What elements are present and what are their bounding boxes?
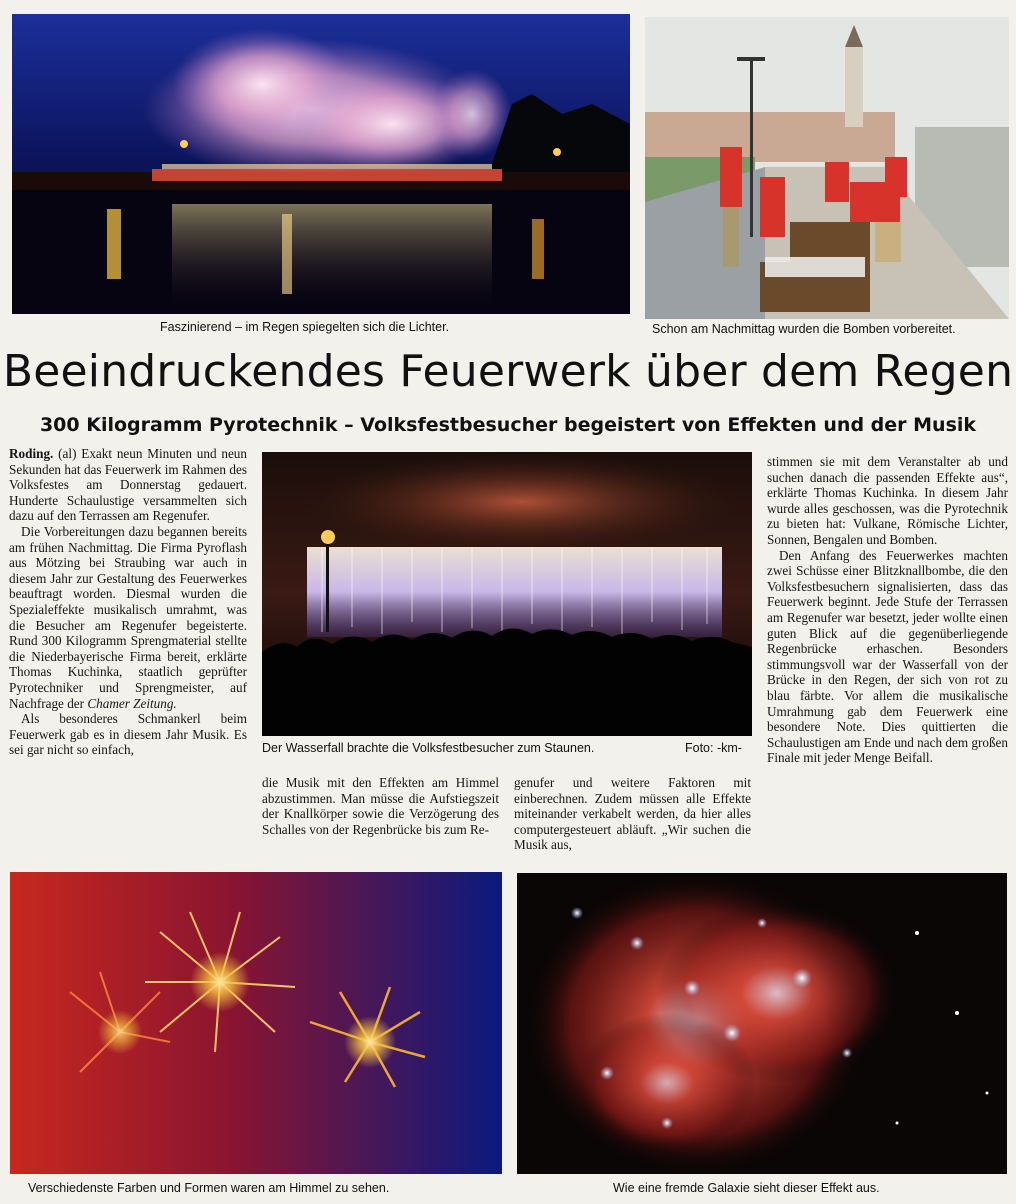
article-source-name: Chamer Zeitung. bbox=[87, 695, 177, 711]
article-paragraph-4: die Musik mit den Effekten am Himmel abzustimmen. Man müsse die Aufstiegszeit der Knallkörper sowie die Verzögerung des Schalles von der Regenbrücke bis zum Re- bbox=[262, 775, 499, 837]
caption-middle: Der Wasserfall brachte die Volksfestbesucher zum Staunen. bbox=[262, 741, 595, 755]
article-subheadline: 300 Kilogramm Pyrotechnik – Volksfestbesucher begeistert von Effekten und der Musik bbox=[39, 414, 977, 436]
article-paragraph-5: genufer und weitere Faktoren mit einberechnen. Zudem müssen alle Effekte miteinander verkabelt werden, da hier alles computergesteuert abläuft. „Wir suchen die Musik aus, bbox=[514, 775, 751, 853]
article-paragraph-1: (al) Exakt neun Minuten und neun Sekunden hat das Feuerwerk im Rahmen des Volksfestes am Donnerstag gedauert. Hunderte Schaulustige versammelten sich dazu auf den Terrassen am Regenufer. bbox=[9, 446, 247, 524]
article-paragraph-3: Als besonderes Schmankerl beim Feuerwerk gab es in diesem Jahr Musik. Es sei gar nicht so einfach, bbox=[9, 711, 247, 758]
article-column-3 bbox=[514, 775, 751, 853]
photo-galaxy-effect bbox=[517, 873, 1007, 1174]
caption-bottom-right: Wie eine fremde Galaxie sieht dieser Effekt aus. bbox=[613, 1181, 880, 1195]
article-paragraph-6: stimmen sie mit dem Veranstalter ab und suchen danach die passenden Effekte aus“, erklärte Thomas Kuchinka. In diesem Jahr wurde alles geschossen, was die Pyrotechnik zu bieten hat: Vulkane, Römische Lichter, Sonnen, Bengalen und Bomben. bbox=[767, 454, 1008, 547]
caption-bottom-left: Verschiedenste Farben und Formen waren am Himmel zu sehen. bbox=[28, 1181, 390, 1195]
article-paragraph-2: Die Vorbereitungen dazu begannen bereits am frühen Nachmittag. Die Firma Pyroflash aus Mötzing bei Straubing war auch in diesem Jahr zur Gestaltung des Feuerwerkes beauftragt worden. Diesmal wurden die Spezialeffekte musikalisch umrahmt, was die Besucher am Regenufer begeisterte. Rund 300 Kilogramm Sprengmaterial stellte die Niederbayerische Firma bereit, erklärte Thomas Kuchinka, staatlich geprüfter Pyrotechniker und Sprengmeister, auf Nachfrage der bbox=[9, 523, 247, 711]
photo-credit: Foto: -km- bbox=[685, 741, 742, 755]
article-dateline: Roding. bbox=[9, 446, 54, 461]
article-column-2 bbox=[262, 775, 499, 837]
article-column-1 bbox=[9, 446, 247, 758]
article-headline: Beeindruckendes Feuerwerk über dem Regen bbox=[2, 346, 1014, 397]
caption-top-left: Faszinierend – im Regen spiegelten sich die Lichter. bbox=[160, 320, 450, 334]
photo-waterfall-firework bbox=[262, 452, 752, 736]
photo-fireworks-reflection bbox=[12, 14, 630, 314]
photo-colourful-bursts bbox=[10, 872, 502, 1174]
caption-top-right: Schon am Nachmittag wurden die Bomben vorbereitet. bbox=[652, 322, 956, 336]
photo-preparation-bridge bbox=[645, 17, 1009, 319]
article-column-4 bbox=[767, 454, 1008, 766]
article-paragraph-7: Den Anfang des Feuerwerkes machten zwei Schüsse einer Blitzknallbombe, die den Volksfestbesuchern signalisierten, dass das Feuerwerk beginnt. Jede Stufe der Terrassen am Regenufer war besetzt, jeder wollte einen guten Blick auf die gegenüberliegende Regenbrücke erhaschen. Besonders stimmungsvoll war der Wasserfall von der Brücke in den Regen, der sich von rot zu blau färbte. Vor allem die musikalische Umrahmung gab dem Feuerwerk eine besondere Note. Dies quittierten die Schaulustigen am Ende und nach dem großen Finale mit jeder Menge Beifall. bbox=[767, 547, 1008, 766]
